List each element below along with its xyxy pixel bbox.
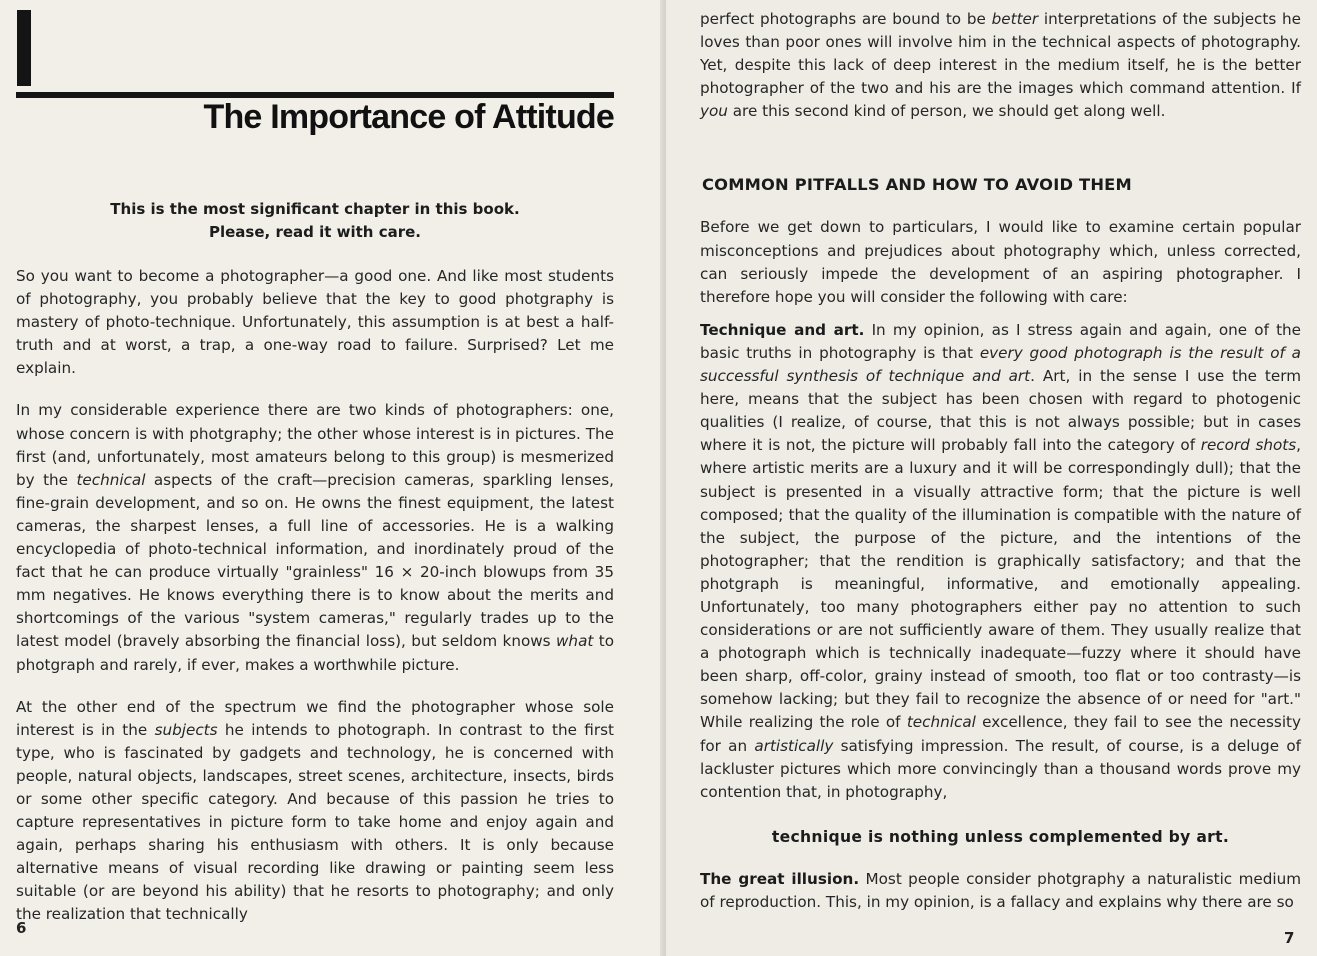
run-in-heading: Technique and art. [700,320,865,339]
italic-run: what [556,632,594,651]
text-run: aspects of the craft—precision cameras, sparkling lenses, fine-grain development, and so on. He owns the finest equipment, the latest cameras, the sharpest lenses, a full line of accessories. He is a walking encyclopedia of photo-technical information, and inordinately proud of the fact that he can produce virtually "grainless" 16 × 20-inch blowups from 35 mm negatives. He knows everything there is to know about the merits and shortcomings of the various "system cameras," regularly trades up to the latest model (bravely absorbing the financial loss), but seldom knows [16,470,614,651]
text-run: perfect photographs are bound to be [700,10,992,28]
italic-run: record shots [1200,436,1297,455]
intro-line: This is the most significant chapter in this book. [110,200,520,218]
paragraph [16,696,614,927]
text-run: interpretations of the subjects he loves than poor ones will involve him in the technical aspects of photography. Yet, despite this lack of deep interest in the medium itself, he is the better photographer of the two and his are the images which command attention. If [700,10,1301,98]
paragraph [16,265,614,380]
italic-run: artistically [754,736,834,755]
text-run: to photgraph and rarely, if ever, makes a worthwhile picture. [16,632,614,674]
page-number: 6 [16,919,27,937]
text-run: In my considerable experience there are two kinds of photographers: one, whose concern is with photgraphy; the other whose interest is in pictures. The first (and, unfortunately, most amateurs belong to this group) is mesmerized by the [16,401,614,489]
text-run: are this second kind of person, we should get along well. [727,102,1166,121]
paragraph [16,399,614,676]
text-run: excellence, they fail to see the necessity for an [700,713,1301,755]
italic-run: technical [76,470,146,489]
text-run: . Art, in the sense I use the term here, means that the subject has been chosen with regard to photogenic qualities (I realize, of course, that this is not always possible; but in cases where it is not, the picture will probably fall into the category of [700,367,1301,455]
chapter-number [17,10,31,86]
text-run: Most people consider photgraphy a naturalistic medium of reproduction. This, in my opinion, is a fallacy and explains why there are so [700,869,1301,911]
text-run: he intends to photograph. In contrast to the first type, who is fascinated by gadgets and technology, he is concerned with people, natural objects, landscapes, street scenes, architecture, insects, birds or some other specific category. And because of this passion he tries to capture representatives in picture form to take home and enjoy again and again, perhaps sharing his enthusiasm with others. It is only because alternative means of visual recording like drawing or painting seem less suitable (or are beyond his ability) that he resorts to photography; and only the realization that technically [16,720,614,924]
italic-run: better [991,10,1039,28]
paragraph [700,319,1301,804]
italic-run: subjects [154,720,218,739]
text-run: At the other end of the spectrum we find the photographer whose sole interest is in the [16,697,614,739]
text-run: Before we get down to particulars, I would like to examine certain popular misconceptions and prejudices about photography which, unless corrected, can seriously impede the development of an aspiring photographer. I therefore hope you will consider the following with care: [700,218,1301,306]
text-run: So you want to become a photographer—a good one. And like most students of photography, you probably believe that the key to good photgraphy is mastery of photo-technique. Unfortunately, this assumption is at best a half-truth and at worst, a trap, a one-way road to failure. Surprised? Let me explain. [16,267,614,378]
paragraph [700,868,1301,914]
page-number: 7 [1284,929,1295,947]
text-run: satisfying impression. The result, of course, is a deluge of lackluster pictures which more convincingly than a thousand words prove my contention that, in photography, [700,736,1301,801]
text-run: , where artistic merits are a luxury and it will be correspondingly dull); that the subject is presented in a visually attractive form; that the picture is well composed; that the quality of the illumination is compatible with the nature of the subject, the purpose of the picture, and the intentions of the photographer; that the rendition is graphically satisfactory; and that the photgraph is meaningful, informative, and emotionally appealing. Unfortunately, too many photographers either pay no attention to such considerations or are not sufficiently aware of them. They usually realize that a photograph which is technically inadequate—fuzzy where it should have been sharp, off-color, grainy instead of smooth, too flat or too contrasty—is somehow lacking; but they fail to recognize the absence of or need for "art." While realizing the role of [700,436,1301,732]
italic-run: technical [906,713,976,732]
chapter-intro [16,198,614,244]
italic-run: every good photograph is the result of a successful synthesis of technique and art [700,343,1301,386]
chapter-title: The Importance of Attitude [203,98,614,136]
section-heading: COMMON PITFALLS AND HOW TO AVOID THEM [702,175,1132,195]
intro-line: Please, read it with care. [209,223,421,241]
italic-run: you [700,102,728,121]
emphasis-line: technique is nothing unless complemented by art. [771,827,1230,846]
paragraph [700,8,1301,123]
text-run: In my opinion, as I stress again and again, one of the basic truths in photography is that [700,320,1302,362]
right-body-text [700,8,1301,933]
paragraph [700,216,1301,308]
left-body-text [16,265,614,946]
run-in-heading: The great illusion. [700,869,860,888]
